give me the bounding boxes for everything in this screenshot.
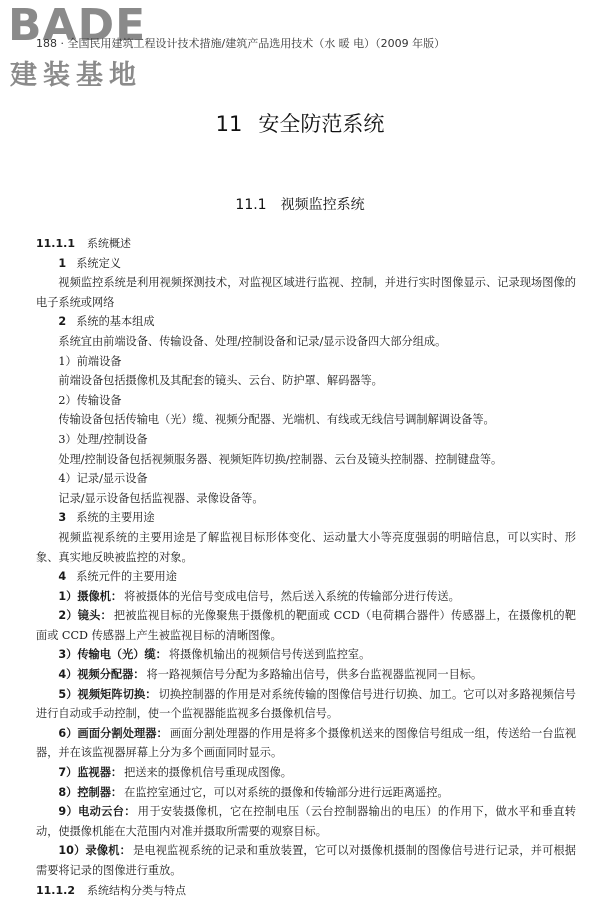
body-text bbox=[36, 234, 576, 900]
sub-item-heading: 4）记录/显示设备 bbox=[58, 472, 148, 486]
item-heading: 3 系统的主要用途 bbox=[58, 511, 155, 525]
list-item: 5）视频矩阵切换： 切换控制器的作用是对系统传输的图像信号进行切换、加工。它可以对多路视频信号进行自动或手动控制，使一个监视器能监视多台摄像机信号。 bbox=[36, 687, 576, 721]
list-item: 4）视频分配器： 将一路视频信号分配为多路输出信号，供多台监视器监视同一目标。 bbox=[58, 668, 483, 682]
sub-item-heading: 1）前端设备 bbox=[58, 354, 122, 368]
subsection-heading: 11.1.1 系统概述 bbox=[36, 237, 131, 250]
section-title bbox=[0, 194, 600, 214]
chapter-title bbox=[0, 108, 600, 138]
sub-item-heading: 3）处理/控制设备 bbox=[58, 432, 148, 446]
item-heading: 4 系统元件的主要用途 bbox=[58, 570, 177, 584]
logo-watermark: BADE bbox=[8, 0, 147, 51]
subsection-heading: 11.1.2 系统结构分类与特点 bbox=[36, 883, 186, 897]
paragraph: 视频监视系统的主要用途是了解监视目标形体变化、运动量大小等亮度强弱的明暗信息，可以实时、形象、真实地反映被监控的对象。 bbox=[36, 530, 576, 564]
logo-watermark-subtitle: 建装基地 bbox=[10, 60, 142, 91]
paragraph: 前端设备包括摄像机及其配套的镜头、云台、防护罩、解码器等。 bbox=[58, 374, 383, 388]
list-item: 9）电动云台： 用于安装摄像机，它在控制电压（云台控制器输出的电压）的作用下，做水平和垂直转动，使摄像机能在大范围内对准并摄取所需要的观察目标。 bbox=[36, 805, 576, 838]
sub-item-heading: 2）传输设备 bbox=[58, 393, 122, 407]
list-item: 3）传输电（光）缆： 将摄像机输出的视频信号传送到监控室。 bbox=[58, 648, 371, 662]
list-item: 8）控制器： 在监控室通过它，可以对系统的摄像和传输部分进行远距离遥控。 bbox=[58, 785, 449, 799]
item-heading: 1 系统定义 bbox=[58, 256, 121, 270]
chapter-title-text: 安全防范系统 bbox=[258, 112, 385, 136]
section-number: 11.1 bbox=[235, 197, 267, 213]
paragraph: 传输设备包括传输电（光）缆、视频分配器、光端机、有线或无线信号调制解调设备等。 bbox=[58, 413, 495, 427]
paragraph: 系统宜由前端设备、传输设备、处理/控制设备和记录/显示设备四大部分组成。 bbox=[58, 334, 447, 348]
paragraph: 记录/显示设备包括监视器、录像设备等。 bbox=[58, 491, 264, 505]
paragraph: 处理/控制设备包括视频服务器、视频矩阵切换/控制器、云台及镜头控制器、控制键盘等。 bbox=[58, 452, 503, 466]
list-item: 7）监视器： 把送来的摄像机信号重现成图像。 bbox=[58, 766, 292, 780]
running-head: 188 · 全国民用建筑工程设计技术措施/建筑产品选用技术（水 暖 电）（2009 年版） bbox=[36, 37, 446, 50]
section-title-text: 视频监控系统 bbox=[280, 197, 365, 213]
list-item: 2）镜头： 把被监视目标的光像聚焦于摄像机的靶面或 CCD（电荷耦合器件）传感器上，在摄像机的靶面或 CCD 传感器上产生被监视目标的清晰图像。 bbox=[36, 609, 576, 642]
list-item: 6）画面分割处理器： 画面分割处理器的作用是将多个摄像机送来的图像信号组成一组，传送给一台监视器，并在该监视器屏幕上分为多个画面同时显示。 bbox=[36, 726, 576, 760]
paragraph: 视频监控系统是利用视频探测技术，对监视区域进行监视、控制，并进行实时图像显示、记录现场图像的电子系统或网络 bbox=[36, 276, 576, 309]
chapter-number: 11 bbox=[215, 112, 243, 136]
item-heading: 2 系统的基本组成 bbox=[58, 315, 155, 329]
list-item: 10）录像机： 是电视监视系统的记录和重放装置，它可以对摄像机摄制的图像信号进行记录，并可根据需要将记录的图像进行重放。 bbox=[36, 844, 576, 877]
list-item: 1）摄像机： 将被摄体的光信号变成电信号，然后送入系统的传输部分进行传送。 bbox=[58, 589, 460, 603]
